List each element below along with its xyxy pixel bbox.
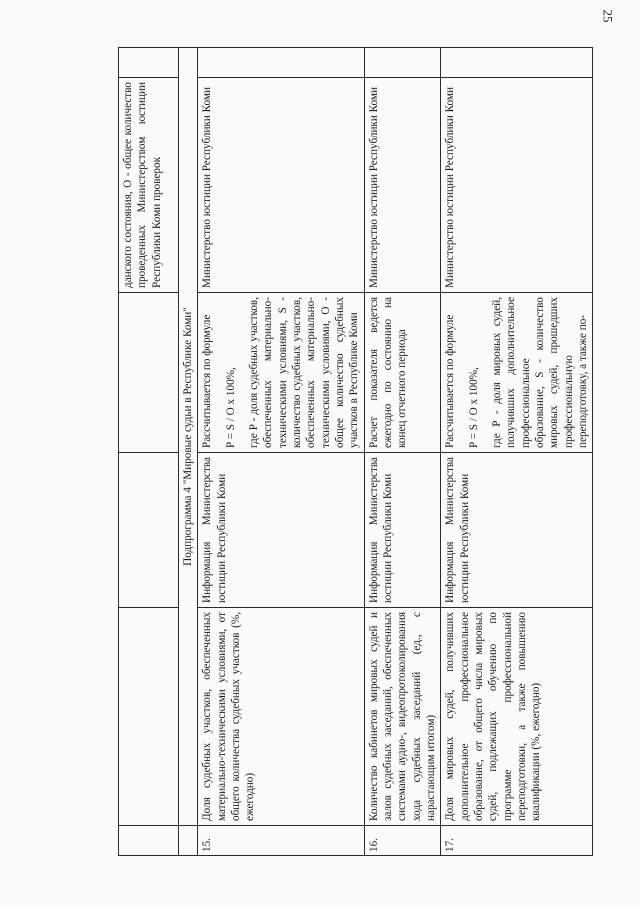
table-row [198, 48, 364, 856]
table-cell [119, 608, 179, 826]
table-row [119, 48, 179, 856]
formula-line: P = S / O x 100%, [224, 367, 237, 448]
table-cell [119, 453, 179, 608]
table-cell [441, 48, 593, 78]
source-cell: Информация Министерства юстиции Республики Коми [198, 453, 364, 608]
method-line: Расчет показателя ведется ежегодно по состоянию на конец отчетного периода [367, 297, 409, 448]
method-cell [364, 293, 441, 453]
table-cell [119, 48, 179, 78]
indicator-cell: Количество кабинетов мировых судей и залов судебных заседаний, обеспеченных системами аудио-, видеопротоколирования хода судебных заседаний (ед., с нарастающим итогом) [364, 608, 441, 826]
table-cell [364, 48, 441, 78]
table-cell [119, 826, 179, 856]
section-header-row [179, 48, 198, 856]
responsible-cell: Министерство юстиции Республики Коми [441, 78, 593, 293]
source-cell: Информация Министерства юстиции Республики Коми [364, 453, 441, 608]
table-cell [198, 48, 364, 78]
method-cell [441, 293, 593, 453]
row-number: 15. [198, 826, 364, 856]
rotated-table-container [118, 48, 589, 856]
responsible-cell: Министерство юстиции Республики Коми [198, 78, 364, 293]
method-line: где P - доля судебных участков, обеспеченных материально-техническими условиями, S - количество судебных участков, обеспеченных материально-техническими условиями, O - общее количество судебных участков в Республике Коми [247, 297, 361, 448]
responsible-cell: Министерство юстиции Республики Коми [364, 78, 441, 293]
indicator-cell: Доля мировых судей, получивших дополнительное профессиональное образование, от общего числа мировых судей, подлежащих обучению по программе профессиональной переподготовки, а также повышению квалификации (%, ежегодно) [441, 608, 593, 826]
page-number: 25 [600, 9, 616, 23]
source-cell: Информация Министерства юстиции Республики Коми [441, 453, 593, 608]
indicator-cell: Доля судебных участков, обеспеченных материально-техническими условиями, от общего количества судебных участков (%, ежегодно) [198, 608, 364, 826]
table-row [441, 48, 593, 856]
subprogram-header: Подпрограмма 4 "Мировые судьи в Республике Коми" [179, 48, 198, 826]
row-number: 17. [441, 826, 593, 856]
formula-line: P = S / O x 100%, [467, 367, 480, 448]
continuation-text: данского состояния, O - общее количество проведенных Министерством юстиции Республики Коми проверок [119, 78, 179, 293]
method-cell [198, 293, 364, 453]
method-line: где P - доля мировых судей, получивших дополнительное профессиональное образование, S - количество мировых судей, прошедших профессиональную переподготовку, а также по- [490, 297, 589, 448]
table-cell [119, 293, 179, 453]
method-line: Рассчитывается по формуле [201, 314, 214, 448]
table-cell [179, 826, 198, 856]
row-number: 16. [364, 826, 441, 856]
indicators-table [118, 47, 593, 856]
method-line: Рассчитывается по формуле [444, 314, 457, 448]
table-row [364, 48, 441, 856]
